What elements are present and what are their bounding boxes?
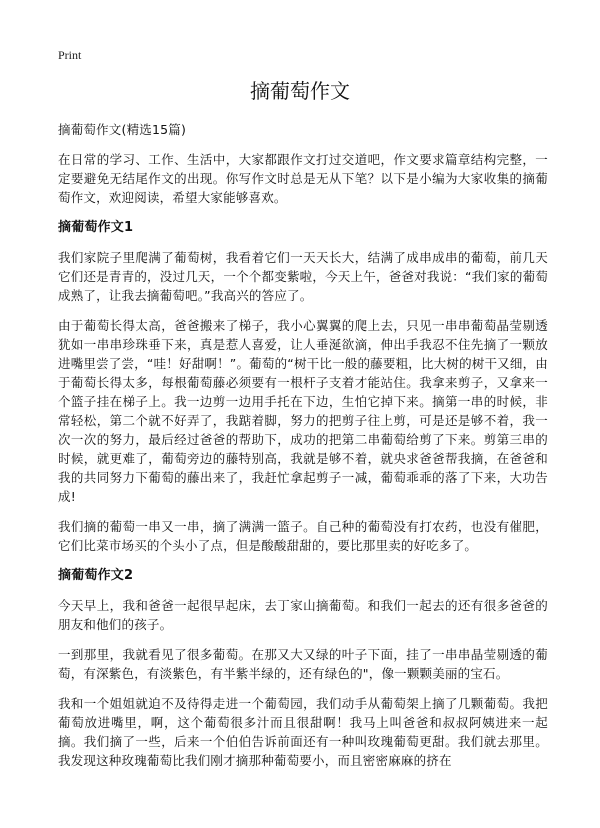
article-body: [58, 120, 548, 781]
page-title: 摘葡萄作文: [250, 79, 350, 103]
intro-paragraph: 在日常的学习、工作、生活中，大家都跟作文打过交道吧，作文要求篇章结构完整，一定要避免无结尾作文的出现。你写作文时总是无从下笔？以下是小编为大家收集的摘葡萄作文，欢迎阅读，希望大家能够喜欢。: [58, 152, 548, 205]
body-paragraph: 由于葡萄长得太高，爸爸搬来了梯子，我小心翼翼的爬上去，只见一串串葡萄晶莹剔透犹如一串串珍珠垂下来，真是惹人喜爱，让人垂涎欲滴，伸出手我忍不住先摘了一颗放进嘴里尝了尝，“哇！好甜啊！”。葡萄的“树干比一般的藤要粗，比大树的树干又细，由于葡萄长得太多，每根葡萄藤必须要有一根杆子支着才能站住。我拿来剪子，又拿来一个篮子挂在梯子上。我一边剪一边用手托在下边，生怕它掉下来。摘第一串的时候，非常轻松，第二个就不好弄了，我踮着脚，努力的把剪子往上剪，可是还是够不着，我一次一次的努力，最后经过爸爸的帮助下，成功的把第二串葡萄给剪了下来。剪第三串的时候，就更难了，葡萄旁边的藤特别高，我就是够不着，就央求爸爸帮我摘，在爸爸和我的共同努力下葡萄的藤出来了，我赶忙拿起剪子一减，葡萄乖乖的落了下来，大功告成!: [58, 318, 548, 504]
body-paragraph: 我们摘的葡萄一串又一串，摘了满满一篮子。自己种的葡萄没有打农药，也没有催肥，它们比菜市场买的个头小了点，但是酸酸甜甜的，要比那里卖的好吃多了。: [58, 519, 548, 553]
print-link[interactable]: Print: [58, 48, 82, 62]
article-subtitle: 摘葡萄作文(精选15篇): [58, 122, 187, 137]
body-paragraph: 今天早上，我和爸爸一起很早起床，去丁家山摘葡萄。和我们一起去的还有很多爸爸的朋友和他们的孩子。: [58, 598, 548, 632]
section-heading: 摘葡萄作文1: [58, 220, 134, 235]
section-heading: 摘葡萄作文2: [58, 568, 134, 583]
body-paragraph: 我们家院子里爬满了葡萄树，我看着它们一天天长大，结满了成串成串的葡萄，前几天它们还是青青的，没过几天，一个个都变紫啦，今天上午，爸爸对我说：“我们家的葡萄成熟了，让我去摘葡萄吧。”我高兴的答应了。: [58, 250, 548, 303]
body-paragraph: 一到那里，我就看见了很多葡萄。在那又大又绿的叶子下面，挂了一串串晶莹剔透的葡萄，有深紫色，有淡紫色，有半紫半绿的，还有绿色的"，像一颗颗美丽的宝石。: [58, 647, 548, 681]
body-paragraph: 我和一个姐姐就迫不及待得走进一个葡萄园，我们动手从葡萄架上摘了几颗葡萄。我把葡萄放进嘴里，啊，这个葡萄很多汁而且很甜啊！我马上叫爸爸和叔叔阿姨进来一起摘。我们摘了一些，后来一个伯伯告诉前面还有一种叫玫瑰葡萄更甜。我们就去那里。我发现这种玫瑰葡萄比我们刚才摘那种葡萄要小，而且密密麻麻的挤在: [58, 696, 548, 768]
